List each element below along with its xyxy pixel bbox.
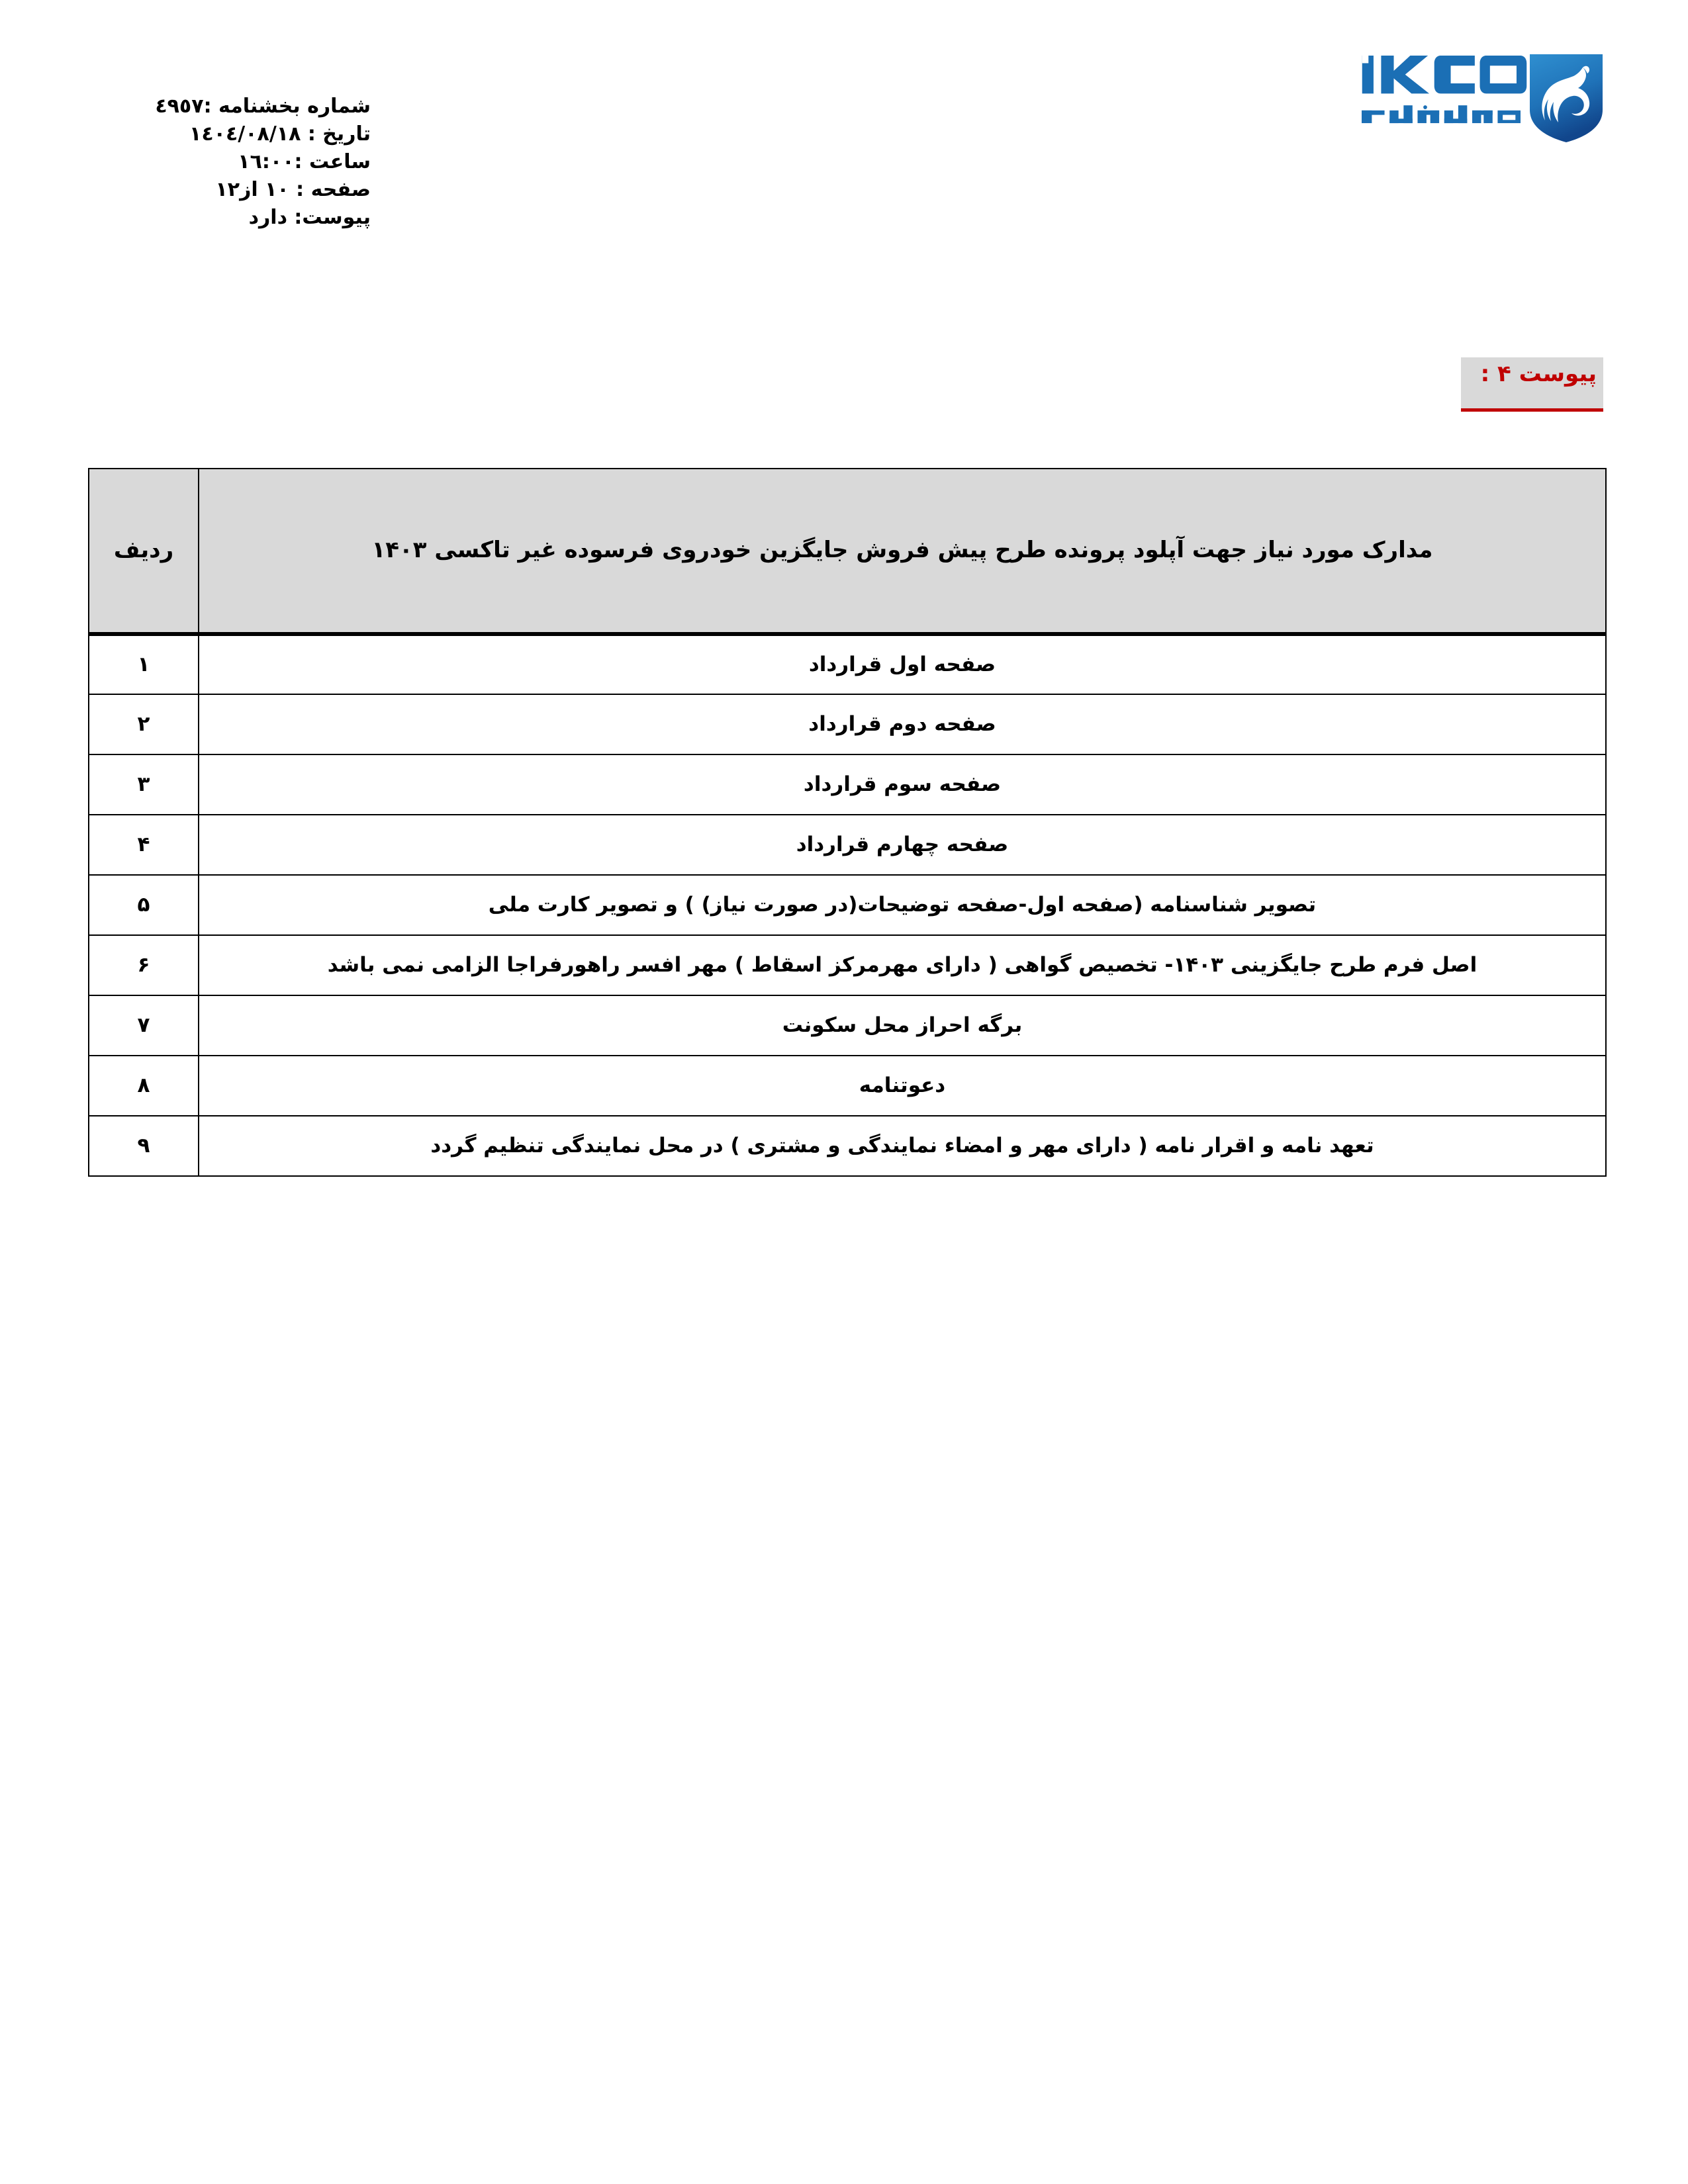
row-number: ۲ (89, 694, 199, 754)
table-row (89, 815, 1606, 875)
document-description: برگه احراز محل سکونت (199, 995, 1606, 1056)
table-row (89, 634, 1606, 694)
document-header (0, 0, 1688, 278)
table-row (89, 995, 1606, 1056)
table-head (89, 469, 1606, 634)
document-description: صفحه دوم قرارداد (199, 694, 1606, 754)
row-number: ۱ (89, 634, 199, 694)
document-description: تعهد نامه و اقرار نامه ( دارای مهر و امضاء نمایندگی و مشتری ) در محل نمایندگی تنظیم گردد (199, 1116, 1606, 1176)
table-row (89, 935, 1606, 995)
document-description: صفحه اول قرارداد (199, 634, 1606, 694)
column-header-documents: مدارک مورد نیاز جهت آپلود پرونده طرح پیش فروش جایگزین خودروی فرسوده غیر تاکسی ۱۴۰۳ (199, 469, 1606, 634)
meta-time: ساعت :١٦:٠٠ (238, 150, 371, 173)
row-number: ۸ (89, 1056, 199, 1116)
row-number: ۴ (89, 815, 199, 875)
document-description: صفحه سوم قرارداد (199, 754, 1606, 815)
attachment-4-label: پیوست ۴ : (1461, 357, 1603, 412)
document-description: تصویر شناسنامه (صفحه اول-صفحه توضیحات(در صورت نیاز) ) و تصویر کارت ملی (199, 875, 1606, 935)
ikco-wordmark-icon (1362, 56, 1527, 101)
document-description: دعوتنامه (199, 1056, 1606, 1116)
table-body (89, 634, 1606, 1176)
ikco-wordmark-block (1362, 52, 1527, 130)
circular-meta-block (0, 93, 371, 232)
row-number: ۳ (89, 754, 199, 815)
table-row (89, 1116, 1606, 1176)
table-row (89, 694, 1606, 754)
row-number: ۷ (89, 995, 199, 1056)
meta-page: صفحه : ١٠ از١٢ (215, 178, 371, 201)
row-number: ۶ (89, 935, 199, 995)
table-header-row (89, 469, 1606, 634)
row-number: ۹ (89, 1116, 199, 1176)
table-row (89, 1056, 1606, 1116)
table-row (89, 754, 1606, 815)
ikco-logo (1340, 52, 1605, 158)
meta-attachment: پیوست: دارد (248, 206, 371, 229)
ikco-subtitle-icon (1362, 105, 1527, 130)
row-number: ۵ (89, 875, 199, 935)
required-documents-table (88, 468, 1607, 1177)
document-description: اصل فرم طرح جایگزینی ۱۴۰۳- تخصیص گواهی ( دارای مهرمرکز اسقاط ) مهر افسر راهورفراجا الزامی نمی باشد (199, 935, 1606, 995)
document-description: صفحه چهارم قرارداد (199, 815, 1606, 875)
column-header-row-number: ردیف (89, 469, 199, 634)
meta-circular-number: شماره بخشنامه :٤٩٥٧ (155, 95, 371, 118)
table-row (89, 875, 1606, 935)
meta-date: تاریخ : ١٤٠٤/٠٨/١٨ (189, 122, 371, 146)
ikco-shield-horse-icon (1527, 52, 1605, 144)
